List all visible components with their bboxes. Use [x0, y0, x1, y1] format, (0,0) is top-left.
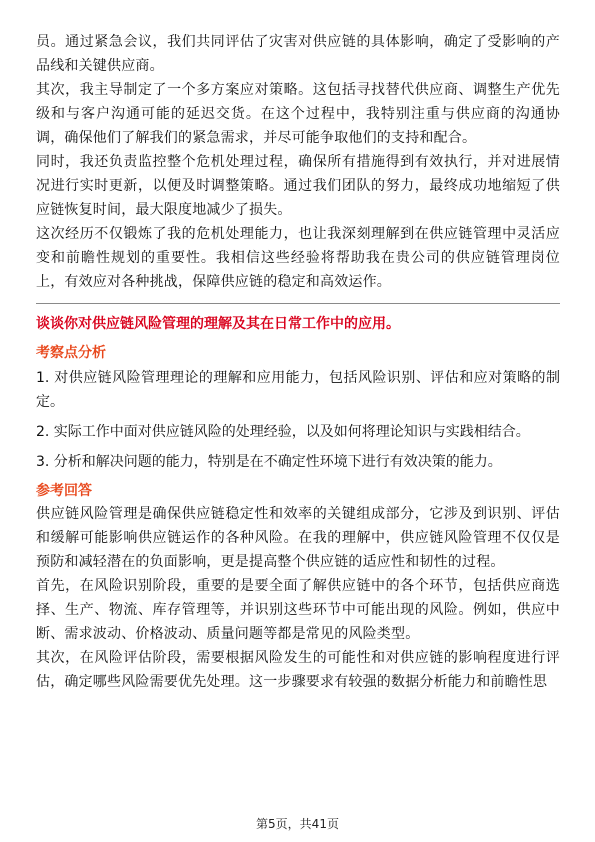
page-number: 第5页，共41页 [256, 817, 339, 831]
answer-heading: 参考回答 [36, 483, 92, 499]
analysis-heading: 考察点分析 [36, 345, 106, 361]
answer-paragraph: 供应链风险管理是确保供应链稳定性和效率的关键组成部分，它涉及到识别、评估和缓解可能影响供应链运作的各种风险。在我的理解中，供应链风险管理不仅仅是预防和减轻潜在的负面影响，更是提高整个供应链的适应性和韧性的过程。 [36, 506, 560, 570]
intro-paragraph: 员。通过紧急会议，我们共同评估了灾害对供应链的具体影响，确定了受影响的产品线和关键供应商。 [36, 34, 560, 74]
intro-paragraph: 其次，我主导制定了一个多方案应对策略。这包括寻找替代供应商、调整生产优先级和与客户沟通可能的延迟交货。在这个过程中，我特别注重与供应商的沟通协调，确保他们了解我们的紧急需求，并尽可能争取他们的支持和配合。 [36, 82, 560, 146]
question-title: 谈谈你对供应链风险管理的理解及其在日常工作中的应用。 [36, 316, 400, 332]
intro-paragraph: 同时，我还负责监控整个危机处理过程，确保所有措施得到有效执行，并对进展情况进行实时更新，以便及时调整策略。通过我们团队的努力，最终成功地缩短了供应链恢复时间，最大限度地减少了损失。 [36, 154, 560, 218]
document-page [36, 30, 560, 694]
section-divider [36, 303, 560, 304]
analysis-item: 1. 对供应链风险管理理论的理解和应用能力，包括风险识别、评估和应对策略的制定。 [36, 370, 560, 410]
answer-paragraph: 其次，在风险评估阶段，需要根据风险发生的可能性和对供应链的影响程度进行评估，确定哪些风险需要优先处理。这一步骤要求有较强的数据分析能力和前瞻性思 [36, 650, 560, 690]
intro-paragraph: 这次经历不仅锻炼了我的危机处理能力，也让我深刻理解到在供应链管理中灵活应变和前瞻性规划的重要性。我相信这些经验将帮助我在贵公司的供应链管理岗位上，有效应对各种挑战，保障供应链的稳定和高效运作。 [36, 226, 560, 290]
answer-paragraph: 首先，在风险识别阶段，重要的是要全面了解供应链中的各个环节，包括供应商选择、生产、物流、库存管理等，并识别这些环节中可能出现的风险。例如，供应中断、需求波动、价格波动、质量问题等都是常见的风险类型。 [36, 578, 560, 642]
analysis-item: 2. 实际工作中面对供应链风险的处理经验，以及如何将理论知识与实践相结合。 [36, 424, 530, 440]
analysis-item: 3. 分析和解决问题的能力，特别是在不确定性环境下进行有效决策的能力。 [36, 454, 502, 470]
